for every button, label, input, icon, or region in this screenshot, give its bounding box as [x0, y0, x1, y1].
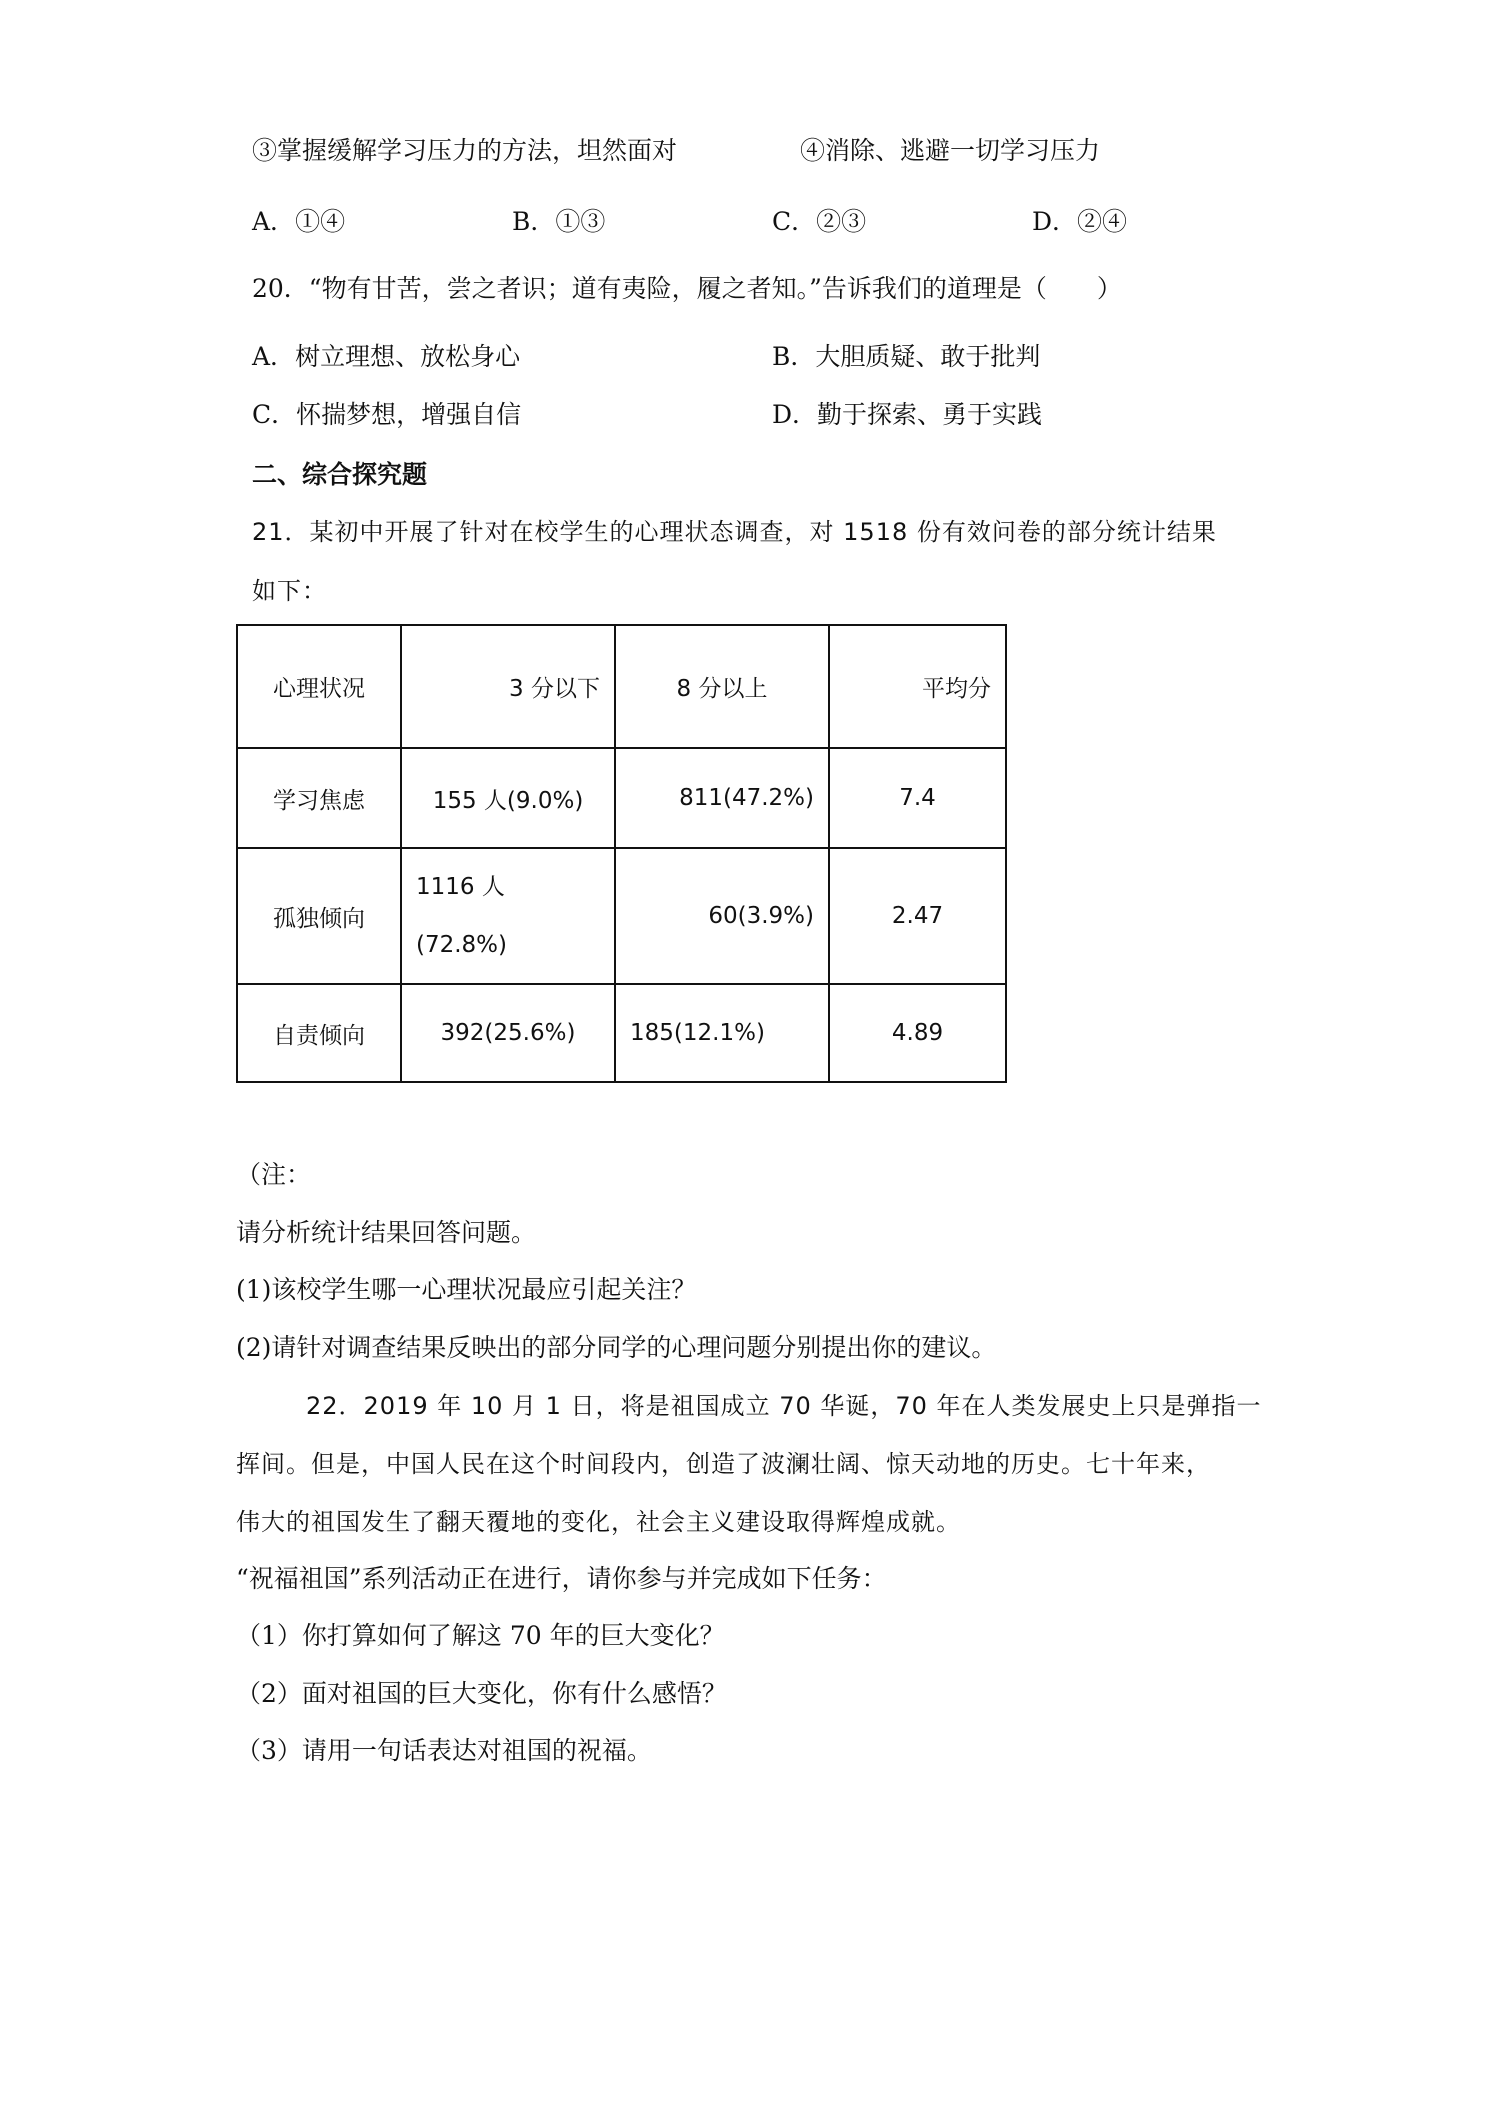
- q20-option-d: D．勤于探索、勇于实践: [772, 400, 1043, 429]
- q19-option-c: C．②③: [772, 207, 867, 236]
- table-row-label: 孤独倾向: [237, 848, 401, 984]
- q21-subquestion-1: (1)该校学生哪一心理状况最应引起关注？: [236, 1275, 697, 1304]
- q21-stem-line-2: 如下：: [252, 577, 327, 605]
- q19-option-a: A．①④: [252, 207, 346, 236]
- table-cell: 60(3.9%): [615, 848, 829, 984]
- q22-paragraph-line-3: 伟大的祖国发生了翻天覆地的变化，社会主义建设取得辉煌成就。: [236, 1508, 961, 1536]
- q20-option-b: B．大胆质疑、敢于批判: [772, 342, 1041, 371]
- q20-option-a: A．树立理想、放松身心: [252, 342, 521, 371]
- table-header-cell: 平均分: [829, 625, 1006, 748]
- table-cell: [401, 848, 615, 984]
- section-heading: 二、综合探究题: [252, 460, 428, 489]
- q21-subquestion-2: (2)请针对调查结果反映出的部分同学的心理问题分别提出你的建议。: [236, 1333, 997, 1362]
- q22-task-2: （2）面对祖国的巨大变化，你有什么感悟？: [236, 1679, 727, 1708]
- q20-option-c: C．怀揣梦想，增强自信: [252, 400, 522, 429]
- q19-option-b: B．①③: [512, 207, 606, 236]
- q21-stem-line-1: 21．某初中开展了针对在校学生的心理状态调查，对 1518 份有效问卷的部分统计结果: [252, 518, 1217, 546]
- table-header-row: [237, 625, 1006, 748]
- table-row: [237, 748, 1006, 848]
- survey-table: [236, 624, 1007, 1083]
- table-cell: 155 人(9.0%): [401, 748, 615, 848]
- table-row-label: 自责倾向: [237, 984, 401, 1082]
- table-row: [237, 984, 1006, 1082]
- table-header-cell: 3 分以下: [401, 625, 615, 748]
- q19-statement-4: ④消除、逃避一切学习压力: [800, 136, 1101, 165]
- table-row: [237, 848, 1006, 984]
- table-header-cell: 心理状况: [237, 625, 401, 748]
- table-cell: 185(12.1%): [615, 984, 829, 1082]
- table-cell: 2.47: [829, 848, 1006, 984]
- q19-statement-3: ③掌握缓解学习压力的方法，坦然面对: [252, 136, 678, 165]
- q21-note: （注：: [236, 1160, 312, 1189]
- q20-stem: 20．“物有甘苦，尝之者识；道有夷险，履之者知。”告诉我们的道理是（ ）: [252, 274, 1122, 303]
- table-cell: 392(25.6%): [401, 984, 615, 1082]
- q22-paragraph-line-1: 22．2019 年 10 月 1 日，将是祖国成立 70 华诞，70 年在人类发展史上只是弹指一: [306, 1392, 1262, 1420]
- table-cell-line: 1116 人: [416, 874, 505, 900]
- table-cell: 4.89: [829, 984, 1006, 1082]
- table-header-cell: 8 分以上: [615, 625, 829, 748]
- q22-task-3: （3）请用一句话表达对祖国的祝福。: [236, 1736, 652, 1765]
- table-cell: 7.4: [829, 748, 1006, 848]
- q22-paragraph-line-2: 挥间。但是，中国人民在这个时间段内，创造了波澜壮阔、惊天动地的历史。七十年来，: [236, 1450, 1211, 1478]
- table-row-label: 学习焦虑: [237, 748, 401, 848]
- q21-instruction: 请分析统计结果回答问题。: [236, 1218, 537, 1247]
- table-cell-line: (72.8%): [416, 932, 508, 958]
- table-cell: 811(47.2%): [615, 748, 829, 848]
- q19-option-d: D．②④: [1032, 207, 1128, 236]
- q22-task-1: （1）你打算如何了解这 70 年的巨大变化？: [236, 1621, 725, 1650]
- q22-activity-intro: “祝福祖国”系列活动正在进行，请你参与并完成如下任务：: [236, 1564, 887, 1593]
